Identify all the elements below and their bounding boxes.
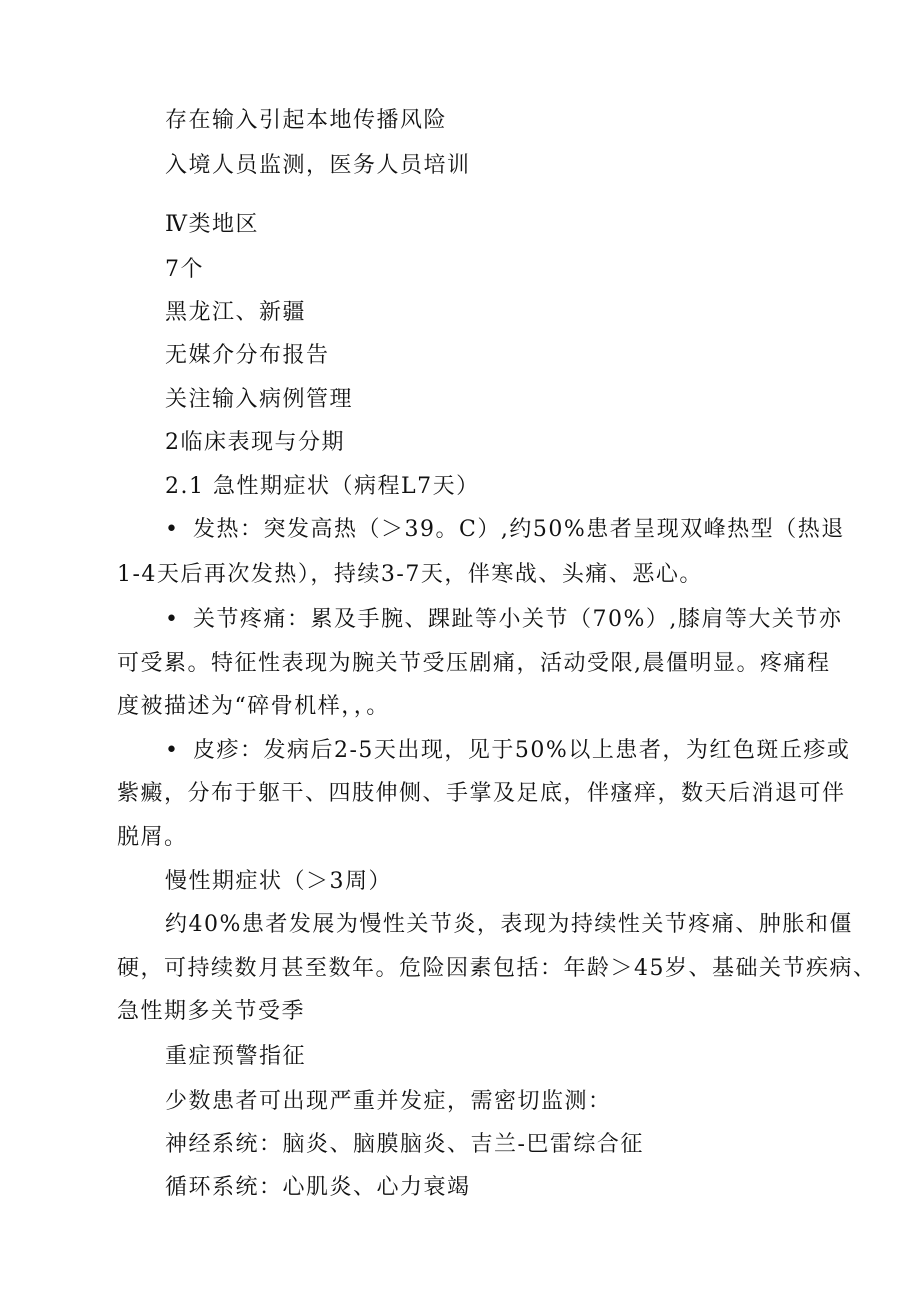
fever-paragraph-line1 — [165, 515, 845, 545]
risk-text: 存在输入引起本地传播风险 — [165, 108, 448, 133]
region-list: 黑龙江、新疆 — [165, 300, 307, 325]
measures-text: 入境人员监测，医务人员培训 — [165, 153, 471, 178]
acute-heading: 2.1 急性期症状（病程L7天） — [165, 474, 480, 499]
chronic-heading: 慢性期症状（＞3周） — [165, 869, 392, 894]
rash-paragraph-line3: 脱屑。 — [117, 825, 188, 850]
rash-paragraph-line2: 紫癜，分布于躯干、四肢伸侧、手掌及足底，伴瘙痒，数天后消退可伴 — [117, 781, 846, 806]
joint-text: 关节疼痛：累及手腕、踝趾等小关节（70%）,膝肩等大关节亦 — [193, 607, 843, 632]
bullet: • — [165, 607, 180, 632]
severe-heading: 重症预警指征 — [165, 1044, 307, 1069]
bullet: • — [165, 517, 180, 542]
neuro-complications: 神经系统：脑炎、脑膜脑炎、吉兰-巴雷综合征 — [165, 1132, 644, 1157]
fever-text: 发热：突发高热（＞39。C）,约50%患者呈现双峰热型（热退 — [193, 517, 845, 542]
chronic-paragraph-line2: 硬，可持续数月甚至数年。危险因素包括：年龄＞45岁、基础关节疾病、 — [117, 956, 877, 981]
rash-paragraph-line1 — [165, 736, 850, 766]
region-count: 7个 — [165, 257, 204, 282]
chronic-paragraph-line1: 约40%患者发展为慢性关节炎，表现为持续性关节疼痛、肿胀和僵 — [165, 912, 853, 937]
bullet: • — [165, 738, 180, 763]
joint-paragraph-line2: 可受累。特征性表现为腕关节受压剧痛，活动受限,晨僵明显。疼痛程 — [117, 651, 831, 676]
vector-status: 无媒介分布报告 — [165, 343, 330, 368]
rash-text: 皮疹：发病后2-5天出现，见于50%以上患者，为红色斑丘疹或 — [193, 738, 851, 763]
joint-paragraph-line3: 度被描述为“碎骨机样，，。 — [117, 694, 390, 719]
region-class-title: Ⅳ类地区 — [165, 212, 259, 237]
region-measures: 关注输入病例管理 — [165, 387, 354, 412]
chronic-paragraph-line3: 急性期多关节受季 — [117, 999, 306, 1024]
chapter-heading: 2临床表现与分期 — [165, 430, 345, 455]
joint-paragraph-line1 — [165, 605, 842, 635]
fever-paragraph-line2: 1-4天后再次发热），持续3-7天，伴寒战、头痛、恶心。 — [117, 562, 703, 587]
severe-intro: 少数患者可出现严重并发症，需密切监测： — [165, 1089, 612, 1114]
cardio-complications: 循环系统：心肌炎、心力衰竭 — [165, 1175, 471, 1200]
